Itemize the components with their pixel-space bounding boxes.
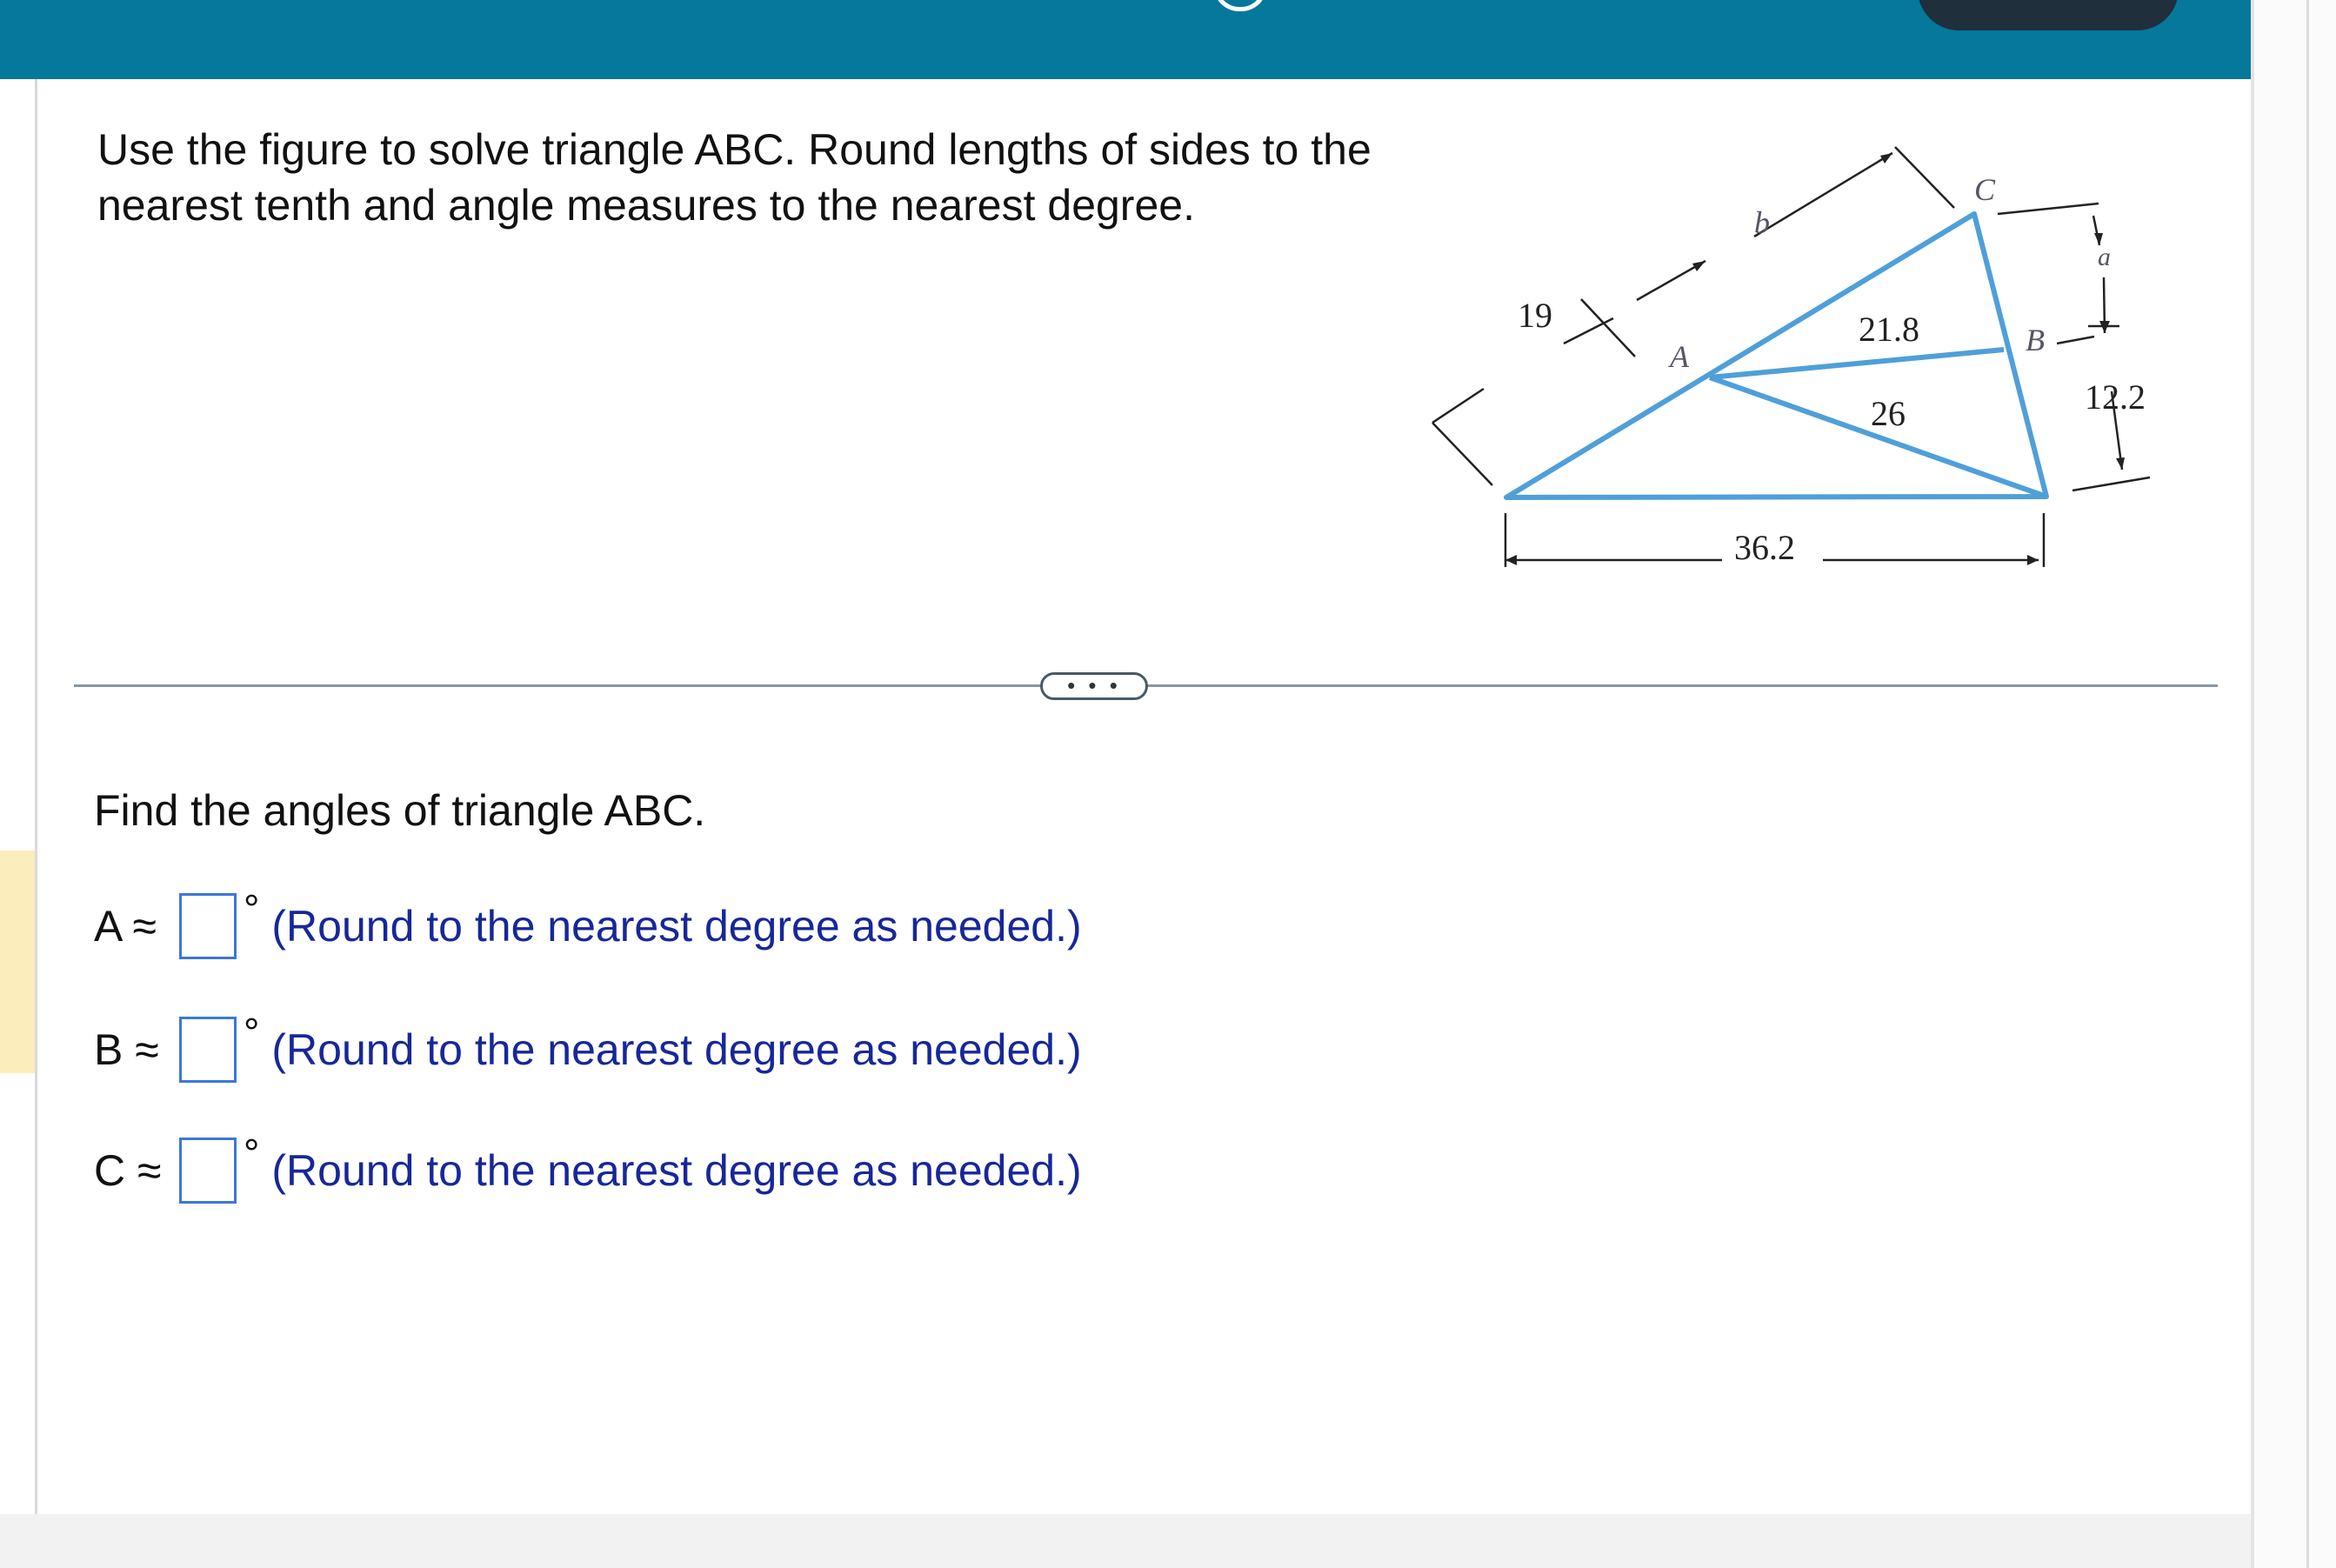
vertex-b-label: B (2026, 323, 2045, 357)
answer-row-a (94, 886, 1082, 964)
label-12-2: 12.2 (2085, 377, 2146, 417)
left-border (35, 79, 37, 1514)
vertex-c-label: C (1974, 172, 1996, 207)
rounding-hint: (Round to the nearest degree as needed.) (271, 902, 1082, 951)
label-19: 19 (1518, 296, 1552, 335)
label-21-8: 21.8 (1859, 310, 1919, 349)
angle-c-input[interactable] (179, 1138, 237, 1204)
answer-row-b (94, 1012, 1082, 1087)
angle-c-label: C ≈ (94, 1146, 162, 1195)
label-36-2: 36.2 (1734, 528, 1795, 567)
current-part-marker (0, 851, 35, 1073)
rounding-hint: (Round to the nearest degree as needed.) (271, 1025, 1082, 1074)
right-gutter (2254, 0, 2336, 1568)
header-action-button[interactable] (1918, 0, 2179, 30)
angle-a-label: A ≈ (94, 902, 157, 951)
progress-indicator-icon (1213, 0, 1267, 11)
question-prompt: Find the angles of triangle ABC. (94, 786, 706, 835)
top-header-bar (0, 0, 2251, 79)
degree-symbol: ° (244, 1010, 260, 1055)
answer-row-c (94, 1133, 1082, 1208)
angle-b-label: B ≈ (94, 1025, 159, 1074)
bottom-band (0, 1514, 2251, 1568)
rounding-hint: (Round to the nearest degree as needed.) (271, 1146, 1082, 1195)
problem-instructions: Use the figure to solve triangle ABC. Round lengths of sides to the nearest tenth and angle measures to the nearest degree. (97, 125, 1372, 230)
angle-b-input[interactable] (179, 1017, 237, 1083)
label-26: 26 (1871, 394, 1906, 433)
angle-a-input[interactable] (179, 893, 237, 959)
side-b-label: b (1754, 205, 1770, 240)
degree-symbol: ° (244, 886, 260, 931)
vertex-a-label: A (1670, 339, 1689, 374)
side-a-label: a (2098, 243, 2111, 271)
triangle-figure (1409, 122, 2192, 591)
scrollbar-track[interactable] (2306, 0, 2309, 1568)
degree-symbol: ° (244, 1131, 260, 1176)
expand-more-button[interactable]: • • • (1040, 672, 1148, 700)
